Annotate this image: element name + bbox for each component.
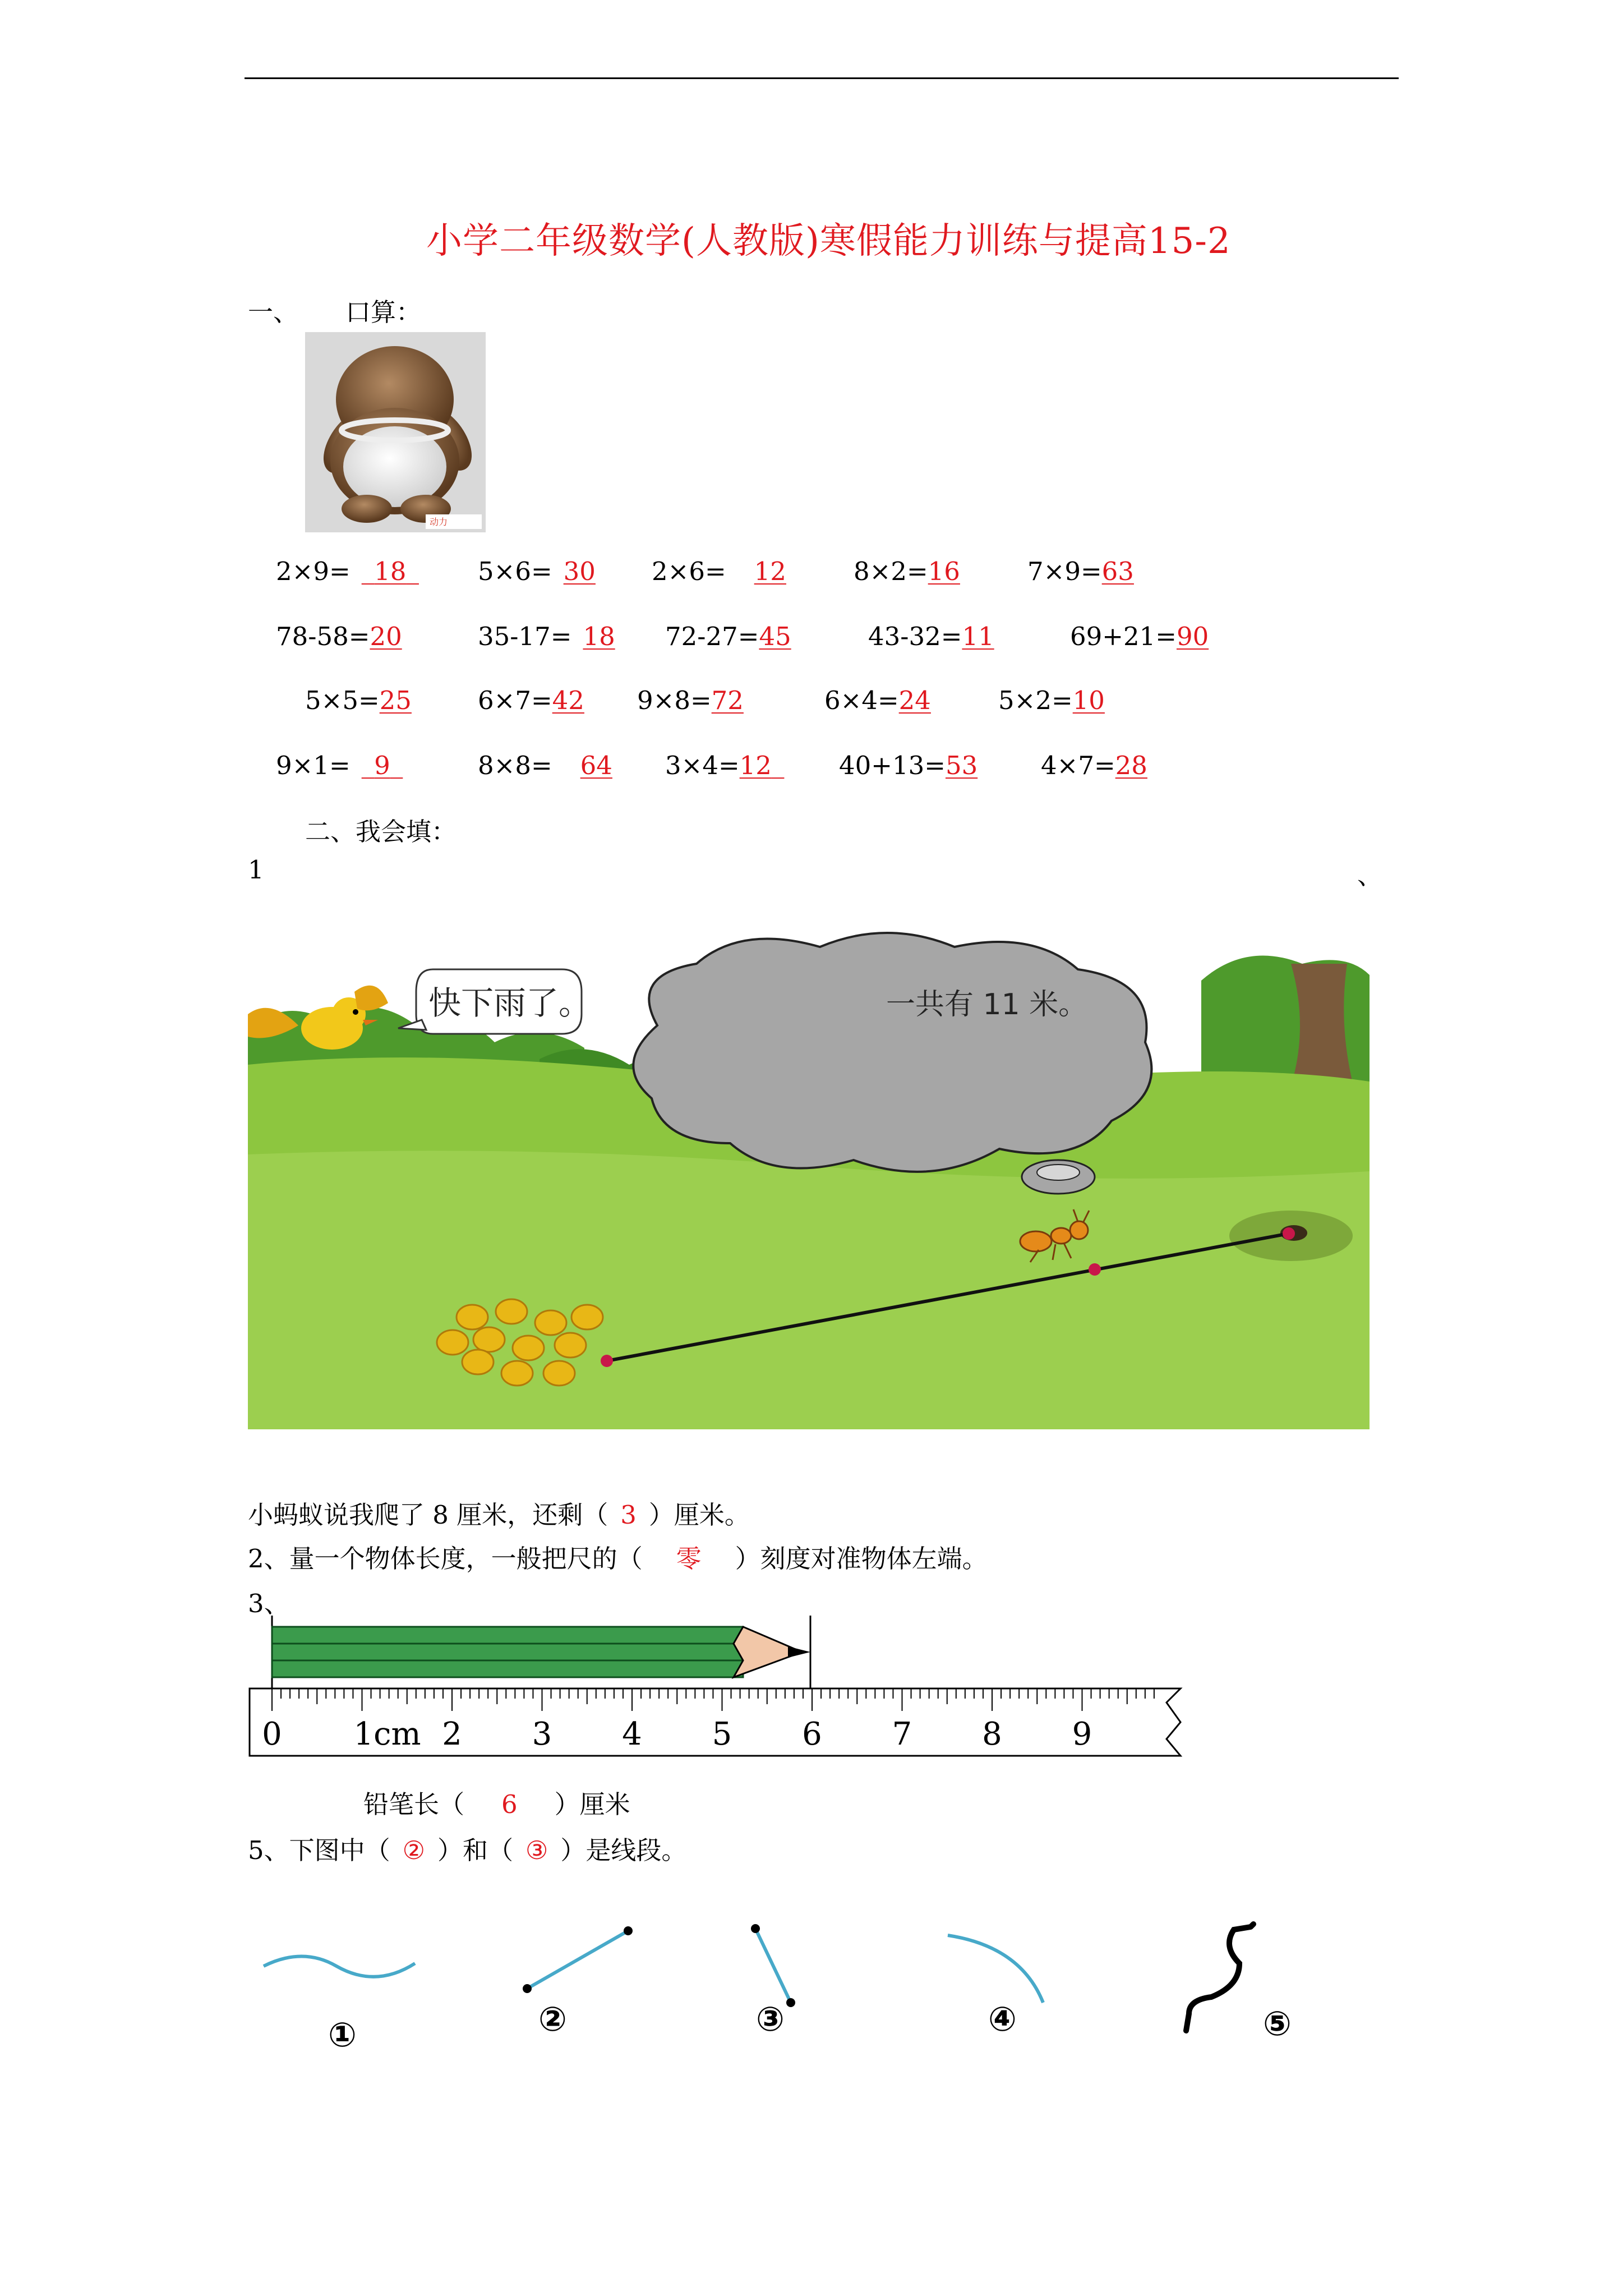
arith-item: 5×2=10 bbox=[998, 685, 1105, 715]
cloud-text: 一共有 11 米。 bbox=[886, 988, 1088, 1022]
arith-answer: 63 bbox=[1101, 556, 1134, 586]
arith-item: 72-27=45 bbox=[665, 622, 791, 651]
arith-answer: 53 bbox=[945, 751, 978, 780]
arith-answer: 45 bbox=[759, 622, 791, 651]
arith-answer: 10 bbox=[1072, 685, 1105, 715]
shape-1-curve bbox=[264, 1957, 415, 1977]
arith-item: 8×2=16 bbox=[854, 556, 960, 586]
line-shapes-figure bbox=[247, 1896, 1335, 2064]
question-5-answer-1: ② bbox=[402, 1835, 425, 1865]
arith-item: 9×8=72 bbox=[637, 685, 744, 715]
arith-answer: 20 bbox=[370, 622, 402, 651]
ruler-label: 3 bbox=[532, 1716, 552, 1752]
mascot-logo-text: 动力 bbox=[430, 517, 448, 527]
question-3-number: 3、 bbox=[248, 1589, 289, 1618]
arith-answer: 42 bbox=[552, 685, 584, 715]
shape-label-1: ① bbox=[328, 2016, 357, 2055]
question-5-text: 5、下图中（ ② ）和（ ③ ）是线段。 bbox=[248, 1835, 687, 1865]
pencil-length-text: 铅笔长（ 6 ）厘米 bbox=[363, 1789, 630, 1819]
ruler-label: 7 bbox=[892, 1716, 912, 1752]
arith-item: 9×1= 9 bbox=[276, 751, 403, 780]
arith-answer: 25 bbox=[379, 685, 412, 715]
arith-item: 35-17= 18 bbox=[478, 622, 615, 651]
arith-answer: 64 bbox=[580, 751, 612, 780]
question-5-answer-2: ③ bbox=[525, 1835, 548, 1865]
arith-item: 78-58=20 bbox=[276, 622, 402, 651]
pencil-length-answer: 6 bbox=[501, 1789, 518, 1819]
question-1-mark: 、 bbox=[1357, 861, 1383, 890]
question-1-answer: 3 bbox=[620, 1500, 637, 1530]
question-2-answer: 零 bbox=[676, 1544, 702, 1573]
shape-2-segment bbox=[527, 1931, 628, 1989]
question-1-text: 小蚂蚁说我爬了 8 厘米，还剩（ 3 ）厘米。 bbox=[248, 1500, 750, 1530]
ruler-label: 0 bbox=[262, 1716, 282, 1752]
arith-item: 40+13=53 bbox=[839, 751, 978, 780]
shape-3-segment bbox=[755, 1929, 791, 2003]
section-2-label: 二、我会填： bbox=[305, 817, 457, 846]
bird-speech-text: 快下雨了。 bbox=[428, 984, 592, 1022]
shape-label-2: ② bbox=[538, 2000, 567, 2039]
ruler-label: 4 bbox=[622, 1716, 642, 1752]
arith-item: 5×6= 30 bbox=[478, 556, 596, 586]
ant-scene-illustration bbox=[248, 930, 1370, 1429]
arith-answer: 72 bbox=[711, 685, 744, 715]
mascot-image bbox=[305, 332, 486, 532]
arith-answer: 11 bbox=[962, 622, 994, 651]
arith-answer: 16 bbox=[928, 556, 960, 586]
arith-answer: 18 bbox=[374, 556, 407, 586]
arith-answer: 12 bbox=[739, 751, 772, 780]
question-1-number: 1 bbox=[248, 855, 264, 885]
shape-4-arc bbox=[948, 1935, 1043, 2003]
arith-item: 8×8= 64 bbox=[478, 751, 612, 780]
arith-answer: 9 bbox=[374, 751, 390, 780]
section-1-number: 一、 bbox=[248, 297, 299, 327]
arith-answer: 90 bbox=[1176, 622, 1209, 651]
arith-answer: 30 bbox=[563, 556, 596, 586]
ruler-label: 2 bbox=[442, 1716, 462, 1752]
arith-item: 4×7=28 bbox=[1041, 751, 1147, 780]
ruler-label: 9 bbox=[1072, 1716, 1092, 1752]
shape-label-3: ③ bbox=[756, 2000, 785, 2039]
page-title: 小学二年级数学(人教版)寒假能力训练与提高15-2 bbox=[426, 220, 1231, 262]
pencil-ruler-figure bbox=[247, 1616, 1200, 1784]
arith-item: 5×5=25 bbox=[305, 685, 412, 715]
shape-label-5: ⑤ bbox=[1263, 2004, 1292, 2044]
arith-item: 43-32=11 bbox=[868, 622, 994, 651]
shape-label-4: ④ bbox=[988, 2000, 1017, 2039]
arith-item: 3×4=12 bbox=[665, 751, 784, 780]
section-1-label: 口算： bbox=[345, 297, 422, 327]
arith-answer: 28 bbox=[1115, 751, 1147, 780]
ruler-label: 5 bbox=[712, 1716, 732, 1752]
header-rule bbox=[245, 77, 1399, 79]
arith-answer: 12 bbox=[754, 556, 786, 586]
arith-item: 2×9= 18 bbox=[276, 556, 419, 586]
arith-item: 6×7=42 bbox=[478, 685, 584, 715]
arith-item: 7×9=63 bbox=[1027, 556, 1134, 586]
arith-item: 6×4=24 bbox=[824, 685, 931, 715]
arith-item: 69+21=90 bbox=[1070, 622, 1209, 651]
ruler-label: 8 bbox=[982, 1716, 1002, 1752]
arith-answer: 18 bbox=[583, 622, 615, 651]
arith-answer: 24 bbox=[898, 685, 931, 715]
ruler-label: 6 bbox=[802, 1716, 822, 1752]
ruler-label: 1cm bbox=[353, 1716, 421, 1752]
arith-item: 2×6= 12 bbox=[652, 556, 786, 586]
question-2-text: 2、量一个物体长度，一般把尺的（ 零 ）刻度对准物体左端。 bbox=[248, 1544, 988, 1573]
shape-5-squiggle bbox=[1186, 1924, 1253, 2031]
